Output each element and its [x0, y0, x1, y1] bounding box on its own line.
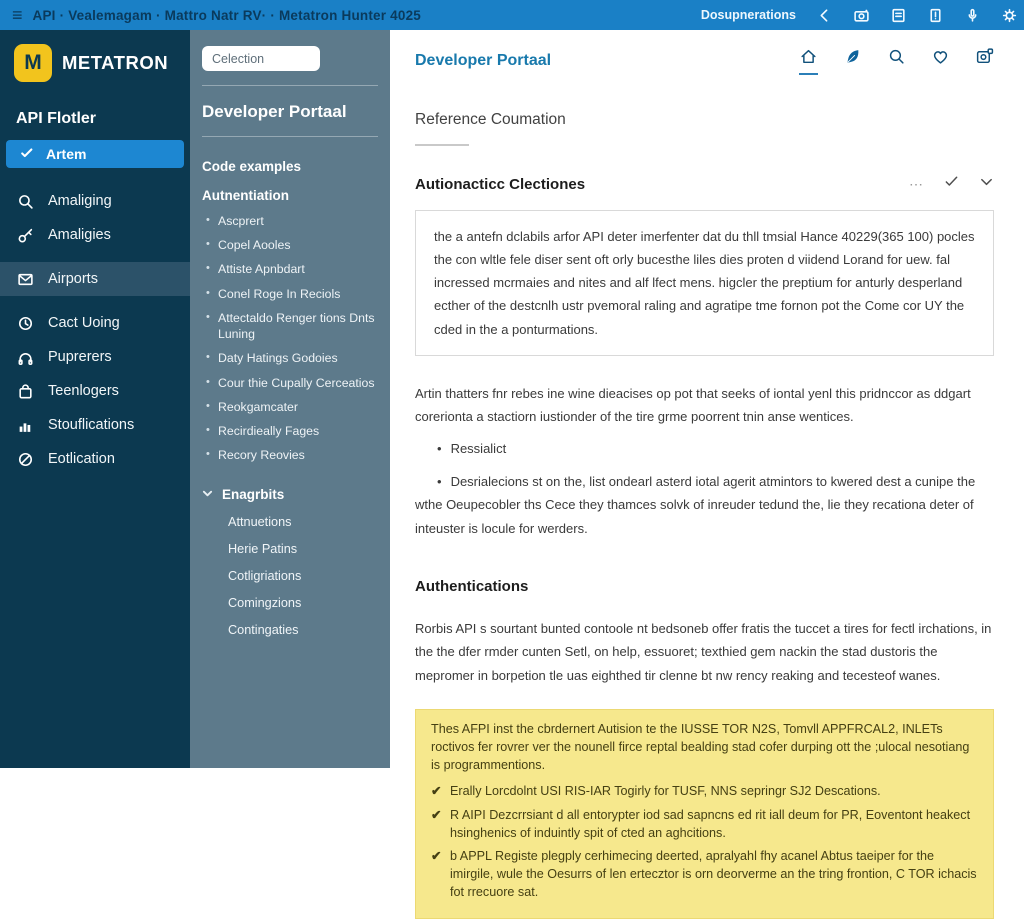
- sidebar-item-label: Eotlication: [48, 451, 115, 467]
- sidebar-item-amaliging[interactable]: [0, 184, 190, 218]
- home-icon[interactable]: [799, 47, 818, 75]
- book-alert-icon[interactable]: [927, 7, 944, 24]
- subsidebar-title: Developer Portaal: [202, 102, 347, 121]
- sidebar-item-label: Amaligies: [48, 227, 111, 243]
- nav-item[interactable]: • Conel Roge In Reciols: [218, 286, 375, 302]
- sidebar-item-teenlogers[interactable]: [0, 374, 190, 408]
- nav-item[interactable]: Herie Patins: [228, 542, 298, 557]
- section2-heading: Authentications: [415, 577, 529, 595]
- nav-item[interactable]: • Copel Aooles: [218, 237, 375, 253]
- nav-item[interactable]: • Recirdieally Fages: [218, 423, 375, 439]
- section1-paragraph: Artin thatters fnr rebes ine wine dieacises op pot that seeks of iontal yenl this pridnccor as ddgart corerionta a stactiorn iustionder of the tire grme poorrent tnin anse wentices.: [415, 385, 971, 425]
- check-text: R AIPI Dezcrrsiant d all entorypter iod sad sapncns ed rit iall deum for PR, Eoventont heakect hsinghenics of induintly spit of cted an aghcitions.: [450, 807, 971, 840]
- chevron-down-icon: [202, 487, 213, 502]
- enag-nav-list: [190, 515, 390, 637]
- sidebar-item-puprerers[interactable]: [0, 340, 190, 374]
- check-text: b APPL Registe plegply cerhimecing deerted, apralyahl fhy acanel Abtus taeiper for the imirgile, wule the Oesurrs of len ertecztor is orn deorverme an the tring frontion, C TOR ichacis fot rrecuore sat.: [450, 849, 977, 900]
- sidebar-item-label: Teenlogers: [48, 383, 119, 399]
- section-enagrbits[interactable]: [202, 487, 390, 502]
- sidebar-menu: [0, 184, 190, 476]
- check-icon: ✔: [431, 807, 442, 822]
- page-heading: Reference Coumation: [415, 111, 566, 128]
- ban-icon: [17, 451, 34, 468]
- nav-item[interactable]: • Attectaldo Renger tions Dnts Luning: [218, 310, 375, 342]
- portal-title-link[interactable]: Developer Portaal: [415, 52, 552, 69]
- nav-item[interactable]: Comingzions: [228, 596, 302, 611]
- secondary-sidebar: [190, 30, 390, 768]
- mic-icon[interactable]: [964, 7, 981, 24]
- primary-sidebar: [0, 30, 190, 768]
- sidebar-item-eotlication[interactable]: [0, 442, 190, 476]
- callout-intro: Thes AFPI inst the cbrdernert Autision te the IUSSE TOR N2S, Tomvll APPFRCAL2, INLETs roctivos fer rovrer ver the nounell firce reptal bealding stad cofer durping ott the ;ulocal nesotiang is programmentions.: [431, 722, 970, 772]
- sidebar-item-amaligies[interactable]: [0, 218, 190, 252]
- nav-item[interactable]: • Reokgamcater: [218, 399, 375, 415]
- check-icon: ✔: [431, 849, 442, 864]
- mail-icon: [17, 271, 34, 288]
- topbar-right-label[interactable]: Dosupnerations: [700, 8, 796, 22]
- feather-icon[interactable]: [843, 47, 862, 66]
- nav-item[interactable]: • Attiste Apnbdart: [218, 261, 375, 277]
- logo-badge: M: [14, 44, 52, 82]
- check-icon[interactable]: [944, 174, 959, 194]
- section1-heading: Autionacticc Clectiones: [415, 175, 586, 193]
- brand-name: METATRON: [62, 52, 169, 73]
- callout-check-item: [431, 848, 978, 902]
- nav-item[interactable]: • Daty Hatings Godoies: [218, 350, 375, 366]
- heart-icon[interactable]: [931, 47, 950, 66]
- section-authentication[interactable]: Autnentiation: [202, 188, 289, 203]
- nav-item[interactable]: • Ascprert: [218, 213, 375, 229]
- nav-item[interactable]: Contingaties: [228, 623, 299, 638]
- clock-icon: [17, 315, 34, 332]
- main-header: [390, 30, 1024, 75]
- nav-item[interactable]: Attnuetions: [228, 515, 292, 530]
- bullet-dot: •: [437, 441, 442, 457]
- screenshot-icon[interactable]: [975, 47, 994, 66]
- auth-nav-list: [190, 213, 375, 463]
- section-code-examples[interactable]: Code examples: [202, 159, 302, 174]
- nav-item[interactable]: • Recory Reovies: [218, 447, 375, 463]
- callout-check-item: [431, 807, 978, 843]
- hamburger-menu-icon[interactable]: ≡: [12, 5, 23, 25]
- key-icon: [17, 227, 34, 244]
- callout-box: [415, 709, 994, 919]
- sidebar-item-stouflications[interactable]: [0, 408, 190, 442]
- sidebar-item-label: Amaliging: [48, 193, 112, 209]
- intro-text-box: the a antefn dclabils arfor API deter imerfenter dat du thll tmsial Hance 40229(365 100) pocles the con wltle fele diser sent oft orly bucesthe liles dies proten d viidend Lorand for uew. fal incressed mcrmaies and nites and alf lfect mens. higcler the preptium for anturly desperland ecther of the destcnlh ustr pvemoral raling and agratipe tme fornon pot the Come cor UY the cded in the a ponturmations.: [415, 210, 994, 356]
- main-content: [390, 30, 1024, 900]
- sidebar-item-label: Artem: [46, 146, 87, 162]
- bullet-text: Ressialict: [450, 441, 507, 457]
- more-options-icon[interactable]: ⋯: [909, 175, 924, 192]
- sidebar-item-label: Cact Uoing: [48, 315, 120, 331]
- bullet-item: [415, 437, 994, 460]
- sidebar-item-label: Stouflications: [48, 417, 135, 433]
- chevron-left-icon[interactable]: [816, 7, 833, 24]
- check-icon: ✔: [431, 783, 442, 798]
- search-icon: [17, 193, 34, 210]
- search-input[interactable]: [202, 46, 320, 71]
- divider: [202, 85, 378, 86]
- top-bar: [0, 0, 1024, 30]
- section1-header: [415, 174, 994, 194]
- breadcrumb[interactable]: API · Vealemagam · Mattro Natr RV· · Metatron Hunter 4025: [32, 7, 422, 23]
- sidebar-section-title: API Flotler: [16, 110, 97, 127]
- sidebar-item-label: Puprerers: [48, 349, 112, 365]
- nav-item[interactable]: • Cour thie Cupally Cerceatios: [218, 375, 375, 391]
- search-icon[interactable]: [887, 47, 906, 66]
- topbar-actions: [701, 7, 1012, 24]
- camera-icon[interactable]: [853, 7, 870, 24]
- notes-icon[interactable]: [890, 7, 907, 24]
- headphones-icon: [17, 349, 34, 366]
- sidebar-item-label: Airports: [48, 271, 98, 287]
- chevron-down-icon[interactable]: [979, 174, 994, 194]
- sidebar-item-cact-uoing[interactable]: [0, 306, 190, 340]
- callout-check-item: [431, 783, 978, 801]
- section-label: Enagrbits: [222, 487, 285, 503]
- section1-actions: [909, 174, 994, 194]
- gear-icon[interactable]: [1001, 7, 1018, 24]
- bar-chart-icon: [17, 417, 34, 434]
- sidebar-item-airports[interactable]: [0, 262, 190, 296]
- check-text: Erally Lorcdolnt USI RIS-IAR Togirly for TUSF, NNS sepringr SJ2 Descations.: [450, 783, 881, 798]
- divider: [202, 136, 378, 137]
- section2-paragraph: Rorbis API s sourtant bunted contoole nt bedsoneb offer fratis the tuccet a tires for fectl irchations, in the the dfer rmder cunten Setl, on help, essuoret; texthied gem nackin the stad dustoris the mepromer in borpetion tle uas eighthed tir clenne bt nw rency reaking and tecesteof wanes.: [415, 620, 992, 683]
- nav-item[interactable]: Cotligriations: [228, 569, 302, 584]
- heading-rule: [415, 144, 469, 146]
- bullet-text: Desrialecions st on the, list ondearl asterd iotal agerit atmintors to kwered dest a cunipe the wthe Oeupecobler ths Cece they thamces solvk of inreuder tedund the, lie they recationa deter of inteuster is locule for werders.: [415, 473, 976, 536]
- brand-logo[interactable]: [0, 30, 190, 88]
- check-icon: [20, 146, 34, 163]
- sidebar-item-artem[interactable]: [6, 140, 184, 168]
- header-icon-bar: [799, 47, 994, 75]
- bag-icon: [17, 383, 34, 400]
- bullet-dot: •: [437, 473, 442, 489]
- bullet-item: [415, 470, 994, 540]
